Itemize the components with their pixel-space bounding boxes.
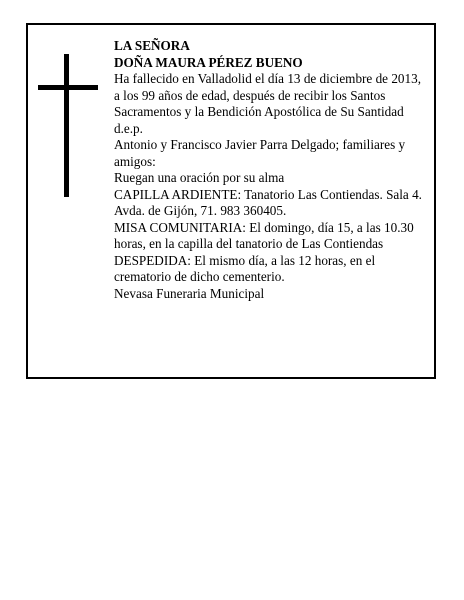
cross-horizontal-bar <box>38 85 98 90</box>
cross-vertical-bar <box>64 54 69 197</box>
family-names: Antonio y Francisco Javier Parra Delgado; familiares y amigos: <box>114 137 406 169</box>
rip-abbreviation: d.e.p. <box>114 120 143 136</box>
death-announcement: Ha fallecido en Valladolid el día 13 de diciembre de 2013, a los 99 años de edad, después de recibir los Santos Sacramentos y la Bendición Apostólica de Su Santidad <box>114 71 421 119</box>
chapel-details: CAPILLA ARDIENTE: Tanatorio Las Contiendas. Sala 4. Avda. de Gijón, 71. 983 360405. <box>114 186 422 218</box>
obituary-text-block <box>114 38 424 302</box>
funeral-home-name: Nevasa Funeraria Municipal <box>114 285 265 301</box>
title-honorific: LA SEÑORA <box>114 38 190 53</box>
mass-and-farewell-details: MISA COMUNITARIA: El domingo, día 15, a las 10.30 horas, en la capilla del tanatorio de Las Contiendas DESPEDIDA: El mismo día, a las 12 horas, en el crematorio de dicho cementerio. <box>114 219 414 284</box>
prayer-request: Ruegan una oración por su alma <box>114 170 285 185</box>
deceased-name: DOÑA MAURA PÉREZ BUENO <box>114 54 303 70</box>
latin-cross-icon <box>38 54 98 197</box>
